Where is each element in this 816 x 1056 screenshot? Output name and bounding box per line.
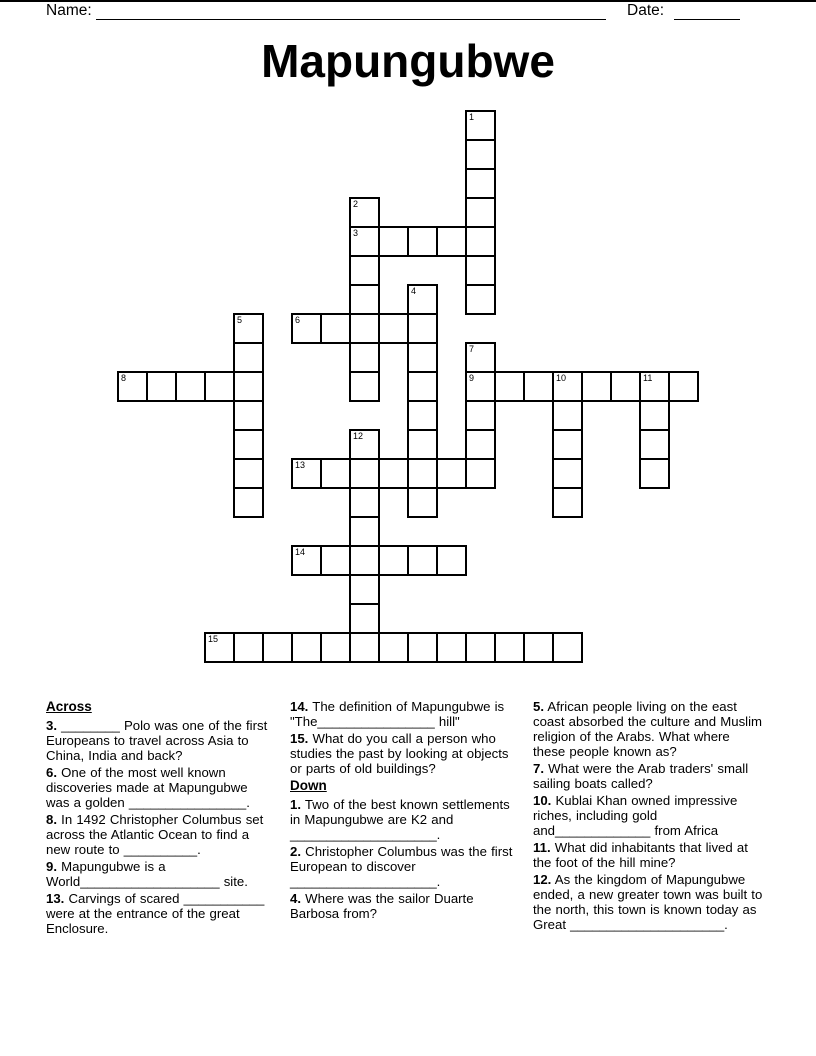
clue-across-9: 9. Mapungubwe is a World___________________ site.: [46, 859, 248, 889]
grid-cell[interactable]: [233, 400, 264, 431]
cell-number: 12: [353, 431, 364, 441]
grid-cell[interactable]: [610, 371, 641, 402]
grid-cell[interactable]: [349, 545, 380, 576]
cell-number: 9: [469, 373, 475, 383]
grid-cell[interactable]: [436, 545, 467, 576]
grid-cell[interactable]: [349, 371, 380, 402]
grid-cell-4[interactable]: [407, 284, 438, 315]
grid-cell[interactable]: [349, 487, 380, 518]
clue-across-15: 15. What do you call a person who studies the past by looking at objects or parts of old buildings?: [290, 731, 509, 776]
grid-cell[interactable]: [233, 632, 264, 663]
clue-down-1: 1. Two of the best known settlements in Mapungubwe are K2 and ____________________.: [290, 797, 510, 842]
grid-cell[interactable]: [494, 632, 525, 663]
clues-column-3: [533, 699, 766, 934]
clue-down-7: 7. What were the Arab traders' small sailing boats called?: [533, 761, 749, 791]
cell-number: 13: [295, 460, 306, 470]
grid-cell[interactable]: [233, 371, 264, 402]
grid-cell[interactable]: [378, 632, 409, 663]
grid-cell-5[interactable]: [233, 313, 264, 344]
grid-cell[interactable]: [436, 632, 467, 663]
grid-cell[interactable]: [349, 603, 380, 634]
grid-cell[interactable]: [407, 632, 438, 663]
grid-cell-8[interactable]: [117, 371, 148, 402]
grid-cell-1[interactable]: [465, 110, 496, 141]
grid-cell[interactable]: [320, 313, 351, 344]
grid-cell[interactable]: [465, 429, 496, 460]
grid-cell[interactable]: [407, 487, 438, 518]
grid-cell[interactable]: [175, 371, 206, 402]
cell-number: 3: [353, 228, 359, 238]
clue-across-8: 8. In 1492 Christopher Columbus set across the Atlantic Ocean to find a new route to __________.: [46, 812, 264, 857]
grid-cell-6[interactable]: [291, 313, 322, 344]
clue-number: 4.: [290, 891, 301, 906]
grid-cell[interactable]: [262, 632, 293, 663]
cell-number: 6: [295, 315, 301, 325]
grid-cell[interactable]: [639, 400, 670, 431]
grid-cell[interactable]: [436, 226, 467, 257]
grid-cell[interactable]: [465, 139, 496, 170]
grid-cell[interactable]: [204, 371, 235, 402]
clue-across-13: 13. Carvings of scared ___________ were at the entrance of the great Enclosure.: [46, 891, 265, 936]
grid-cell[interactable]: [349, 284, 380, 315]
clue-down-5: 5. African people living on the east coast absorbed the culture and Muslim religion of the Arabs. What where these people known as?: [533, 699, 763, 759]
grid-cell[interactable]: [320, 632, 351, 663]
grid-cell[interactable]: [465, 458, 496, 489]
grid-cell[interactable]: [552, 429, 583, 460]
grid-cell[interactable]: [639, 458, 670, 489]
clue-number: 1.: [290, 797, 301, 812]
clues-column-1: [46, 699, 268, 938]
grid-cell[interactable]: [436, 458, 467, 489]
clue-number: 2.: [290, 844, 301, 859]
cell-number: 1: [469, 112, 475, 122]
grid-cell-14[interactable]: [291, 545, 322, 576]
cell-number: 7: [469, 344, 475, 354]
clue-down-10: 10. Kublai Khan owned impressive riches, including gold and_____________ from Africa: [533, 793, 738, 838]
grid-cell[interactable]: [552, 458, 583, 489]
clue-number: 12.: [533, 872, 552, 887]
clue-number: 11.: [533, 840, 551, 855]
grid-cell[interactable]: [320, 458, 351, 489]
grid-cell[interactable]: [146, 371, 177, 402]
grid-cell[interactable]: [233, 487, 264, 518]
grid-cell[interactable]: [407, 400, 438, 431]
grid-cell[interactable]: [233, 458, 264, 489]
grid-cell[interactable]: [407, 342, 438, 373]
grid-cell[interactable]: [407, 226, 438, 257]
grid-cell[interactable]: [581, 371, 612, 402]
grid-cell[interactable]: [407, 545, 438, 576]
clue-number: 9.: [46, 859, 57, 874]
grid-cell[interactable]: [407, 313, 438, 344]
grid-cell[interactable]: [465, 400, 496, 431]
clue-number: 10.: [533, 793, 552, 808]
grid-cell[interactable]: [639, 429, 670, 460]
grid-cell[interactable]: [349, 342, 380, 373]
clue-down-12: 12. As the kingdom of Mapungubwe ended, a new greater town was built to the north, this town is known today as Great _____________________.: [533, 872, 763, 932]
down-heading: Down: [290, 778, 327, 793]
grid-cell-13[interactable]: [291, 458, 322, 489]
grid-cell[interactable]: [668, 371, 699, 402]
clue-across-14: 14. The definition of Mapungubwe is "The________________ hill": [290, 699, 505, 729]
grid-cell[interactable]: [465, 197, 496, 228]
grid-cell-15[interactable]: [204, 632, 235, 663]
grid-cell-3[interactable]: [349, 226, 380, 257]
grid-cell-12[interactable]: [349, 429, 380, 460]
grid-cell[interactable]: [349, 313, 380, 344]
grid-cell-7[interactable]: [465, 342, 496, 373]
grid-cell[interactable]: [465, 632, 496, 663]
grid-cell[interactable]: [552, 400, 583, 431]
clue-down-11: 11. What did inhabitants that lived at the foot of the hill mine?: [533, 840, 748, 870]
grid-cell[interactable]: [552, 487, 583, 518]
clue-number: 6.: [46, 765, 57, 780]
grid-cell[interactable]: [494, 371, 525, 402]
clue-number: 14.: [290, 699, 309, 714]
grid-cell-9[interactable]: [465, 371, 496, 402]
grid-cell[interactable]: [291, 632, 322, 663]
grid-cell[interactable]: [233, 429, 264, 460]
grid-cell[interactable]: [378, 226, 409, 257]
grid-cell[interactable]: [465, 168, 496, 199]
grid-cell[interactable]: [349, 516, 380, 547]
cell-number: 14: [295, 547, 306, 557]
clue-down-2: 2. Christopher Columbus was the first European to discover ____________________.: [290, 844, 513, 889]
across-heading: Across: [46, 699, 92, 714]
clue-number: 5.: [533, 699, 544, 714]
grid-cell-11[interactable]: [639, 371, 670, 402]
grid-cell-10[interactable]: [552, 371, 583, 402]
clues-column-2: [290, 699, 517, 923]
grid-cell[interactable]: [407, 458, 438, 489]
grid-cell[interactable]: [523, 371, 554, 402]
grid-cell[interactable]: [349, 255, 380, 286]
grid-cell[interactable]: [465, 284, 496, 315]
cell-number: 15: [208, 634, 219, 644]
clue-across-3: 3. ________ Polo was one of the first Europeans to travel across Asia to China, India and back?: [46, 718, 268, 763]
cell-number: 4: [411, 286, 417, 296]
grid-cell[interactable]: [378, 313, 409, 344]
grid-cell[interactable]: [465, 255, 496, 286]
name-label: Name:: [46, 2, 92, 19]
grid-cell[interactable]: [407, 429, 438, 460]
grid-cell[interactable]: [552, 632, 583, 663]
clue-number: 15.: [290, 731, 309, 746]
grid-cell-2[interactable]: [349, 197, 380, 228]
clue-number: 8.: [46, 812, 57, 827]
cell-number: 8: [121, 373, 127, 383]
clue-across-6: 6. One of the most well known discoveries made at Mapungubwe was a golden ________________.: [46, 765, 250, 810]
cell-number: 2: [353, 199, 359, 209]
grid-cell[interactable]: [407, 371, 438, 402]
grid-cell[interactable]: [320, 545, 351, 576]
clue-number: 3.: [46, 718, 57, 733]
clue-number: 13.: [46, 891, 65, 906]
grid-cell[interactable]: [349, 632, 380, 663]
grid-cell[interactable]: [349, 574, 380, 605]
grid-cell[interactable]: [233, 342, 264, 373]
cell-number: 11: [643, 373, 653, 383]
grid-cell[interactable]: [349, 458, 380, 489]
puzzle-title: Mapungubwe: [261, 35, 555, 87]
grid-cell[interactable]: [523, 632, 554, 663]
clue-down-4: 4. Where was the sailor Duarte Barbosa from?: [290, 891, 474, 921]
date-label: Date:: [627, 2, 665, 19]
clue-number: 7.: [533, 761, 544, 776]
cell-number: 10: [556, 373, 567, 383]
grid-cell[interactable]: [465, 226, 496, 257]
grid-cell[interactable]: [378, 545, 409, 576]
cell-number: 5: [237, 315, 243, 325]
grid-cell[interactable]: [378, 458, 409, 489]
